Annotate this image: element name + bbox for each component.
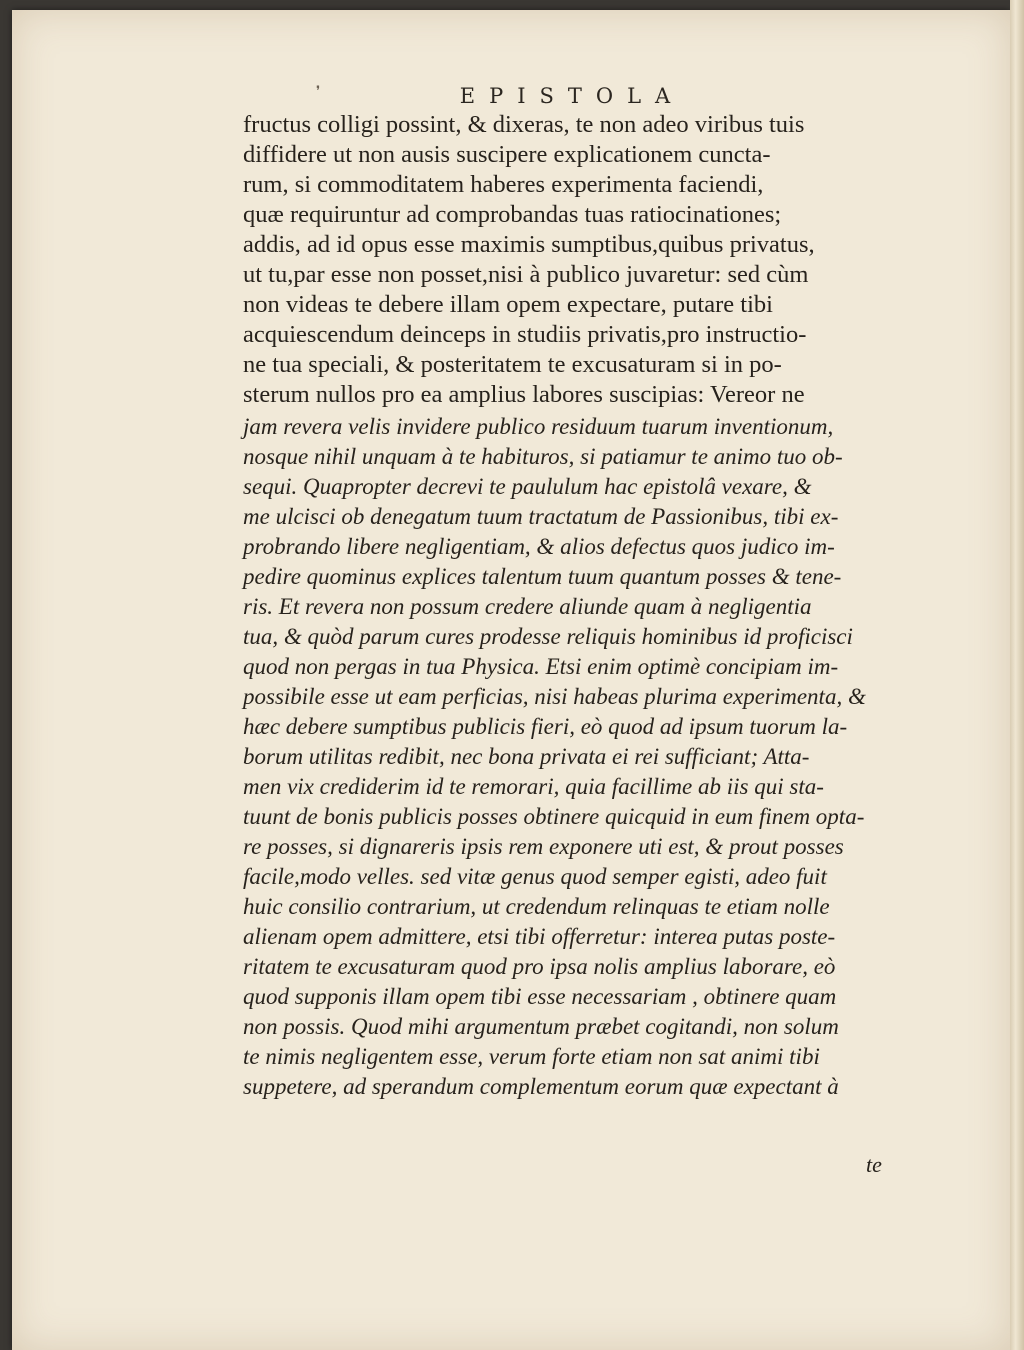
text-line: quæ requiruntur ad comprobandas tuas ratiocinationes; — [243, 201, 782, 228]
text-line: ut tu,par esse non posset,nisi à publico juvaretur: sed cùm — [243, 261, 809, 288]
text-line: hæc debere sumptibus publicis fieri, eò quod ad ipsum tuorum la- — [243, 714, 848, 739]
text-line: quod supponis illam opem tibi esse necessariam , obtinere quam — [243, 984, 837, 1009]
text-line: diffidere ut non ausis suscipere explicationem cuncta- — [243, 141, 771, 168]
text-line: suppetere, ad sperandum complementum eorum quæ expectant à — [243, 1074, 839, 1099]
text-line: ris. Et revera non possum credere aliunde quam à negligentia — [243, 594, 812, 619]
text-line: acquiescendum deinceps in studiis privatis,pro instructio- — [243, 321, 807, 348]
text-line: rum, si commoditatem haberes experimenta faciendi, — [243, 171, 764, 198]
text-line: facile,modo velles. sed vitæ genus quod semper egisti, adeo fuit — [243, 864, 827, 889]
text-line: tuunt de bonis publicis posses obtinere quicquid in eum finem opta- — [243, 804, 865, 829]
text-line: borum utilitas redibit, nec bona privata ei rei sufficiant; Atta- — [243, 744, 810, 769]
text-line: huic consilio contrarium, ut credendum relinquas te etiam nolle — [243, 894, 830, 919]
text-line: non possis. Quod mihi argumentum præbet cogitandi, non solum — [243, 1014, 839, 1039]
text-line: non videas te debere illam opem expectare, putare tibi — [243, 291, 773, 318]
text-line: quod non pergas in tua Physica. Etsi enim optimè concipiam im- — [243, 654, 839, 679]
text-line: re posses, si dignareris ipsis rem exponere uti est, & prout posses — [243, 834, 844, 859]
text-line: ne tua speciali, & posteritatem te excusaturam si in po- — [243, 351, 782, 378]
text-line: addis, ad id opus esse maximis sumptibus,quibus privatus, — [243, 231, 815, 258]
text-line: tua, & quòd parum cures prodesse reliquis hominibus id proficisci — [243, 624, 853, 649]
text-line: probrando libere negligentiam, & alios defectus quos judico im- — [243, 534, 835, 559]
text-line: men vix crediderim id te remorari, quia facillime ab iis qui sta- — [243, 774, 824, 799]
text-line: sterum nullos pro ea amplius labores suscipias: Vereor ne — [243, 381, 805, 408]
text-line: alienam opem admittere, etsi tibi offerretur: interea putas poste- — [243, 924, 836, 949]
text-line: pedire quominus explices talentum tuum quantum posses & tene- — [243, 564, 842, 589]
text-line: ritatem te excusaturam quod pro ipsa nolis amplius laborare, eò — [243, 954, 836, 979]
catchword: te — [866, 1152, 882, 1177]
text-line: te nimis negligentem esse, verum forte etiam non sat animi tibi — [243, 1044, 820, 1069]
text-line: jam revera velis invidere publico residuum tuarum inventionum, — [243, 414, 834, 439]
text-line: possibile esse ut eam perficias, nisi habeas plurima experimenta, & — [243, 684, 866, 709]
adjacent-page-edge — [1010, 0, 1024, 1350]
text-line: nosque nihil unquam à te habituros, si patiamur te animo tuo ob- — [243, 444, 843, 469]
text-line: me ulcisci ob denegatum tuum tractatum de Passionibus, tibi ex- — [243, 504, 839, 529]
running-head: EPISTOLA — [459, 84, 685, 108]
text-line: sequi. Quapropter decrevi te paululum hac epistolâ vexare, & — [243, 474, 812, 499]
ink-mark: ❜ — [316, 84, 321, 99]
text-line: fructus colligi possint, & dixeras, te non adeo viribus tuis — [243, 111, 805, 138]
